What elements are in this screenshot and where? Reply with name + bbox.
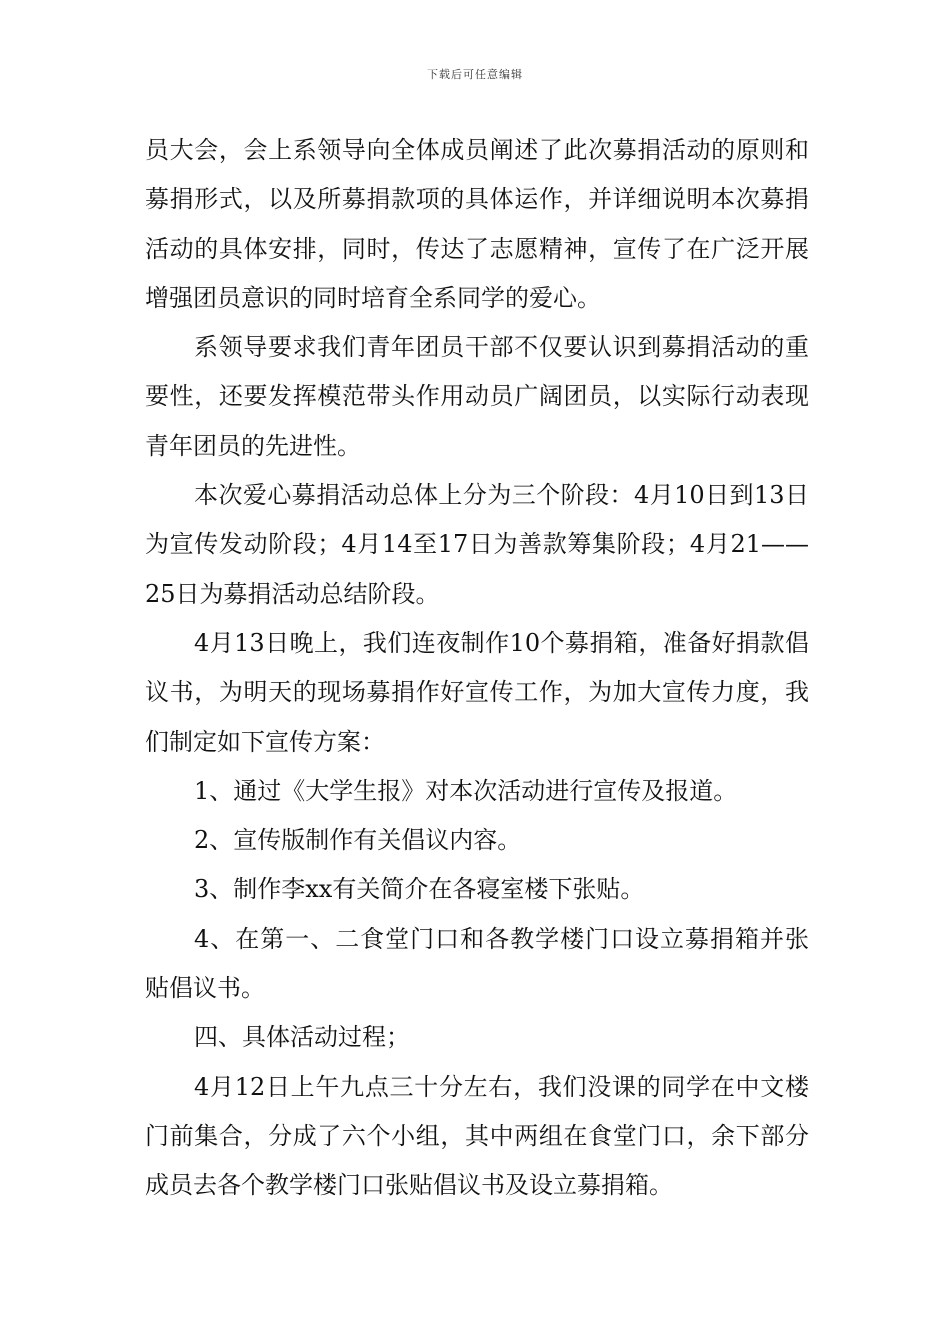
section-heading-activity-process: 四、具体活动过程； (194, 1023, 410, 1052)
paragraph-leadership-requirement: 系领导要求我们青年团员干部不仅要认识到募捐活动的重要性，还要发挥模范带头作用动员广阔团员，以实际行动表现青年团员的先进性。 (145, 333, 809, 460)
list-item-publicity-1: 1、通过《大学生报》对本次活动进行宣传及报道。 (194, 776, 738, 805)
paragraph-three-stages: 本次爱心募捐活动总体上分为三个阶段：4月10日到13日为宣传发动阶段；4月14至17日为善款筹集阶段；4月21——25日为募捐活动总结阶段。 (145, 481, 809, 608)
paragraph-preparation: 4月13日晚上，我们连夜制作10个募捐箱，准备好捐款倡议书，为明天的现场募捐作好宣传工作，为加大宣传力度，我们制定如下宣传方案： (145, 628, 809, 756)
page-header-note: 下载后可任意编辑 (427, 68, 523, 81)
document-body (145, 126, 809, 1211)
list-item-publicity-2: 2、宣传版制作有关倡议内容。 (194, 826, 522, 855)
list-item-publicity-3: 3、制作李xx有关简介在各寝室楼下张贴。 (194, 875, 645, 904)
list-item-publicity-4: 4、在第一、二食堂门口和各教学楼门口设立募捐箱并张贴倡议书。 (145, 924, 809, 1003)
paragraph-continuation: 员大会，会上系领导向全体成员阐述了此次募捐活动的原则和募捐形式，以及所募捐款项的具体运作，并详细说明本次募捐活动的具体安排，同时，传达了志愿精神，宣传了在广泛开展增强团员意识的同时培育全系同学的爱心。 (145, 136, 809, 312)
paragraph-activity-details: 4月12日上午九点三十分左右，我们没课的同学在中文楼门前集合，分成了六个小组，其中两组在食堂门口，余下部分成员去各个教学楼门口张贴倡议书及设立募捐箱。 (145, 1072, 809, 1200)
